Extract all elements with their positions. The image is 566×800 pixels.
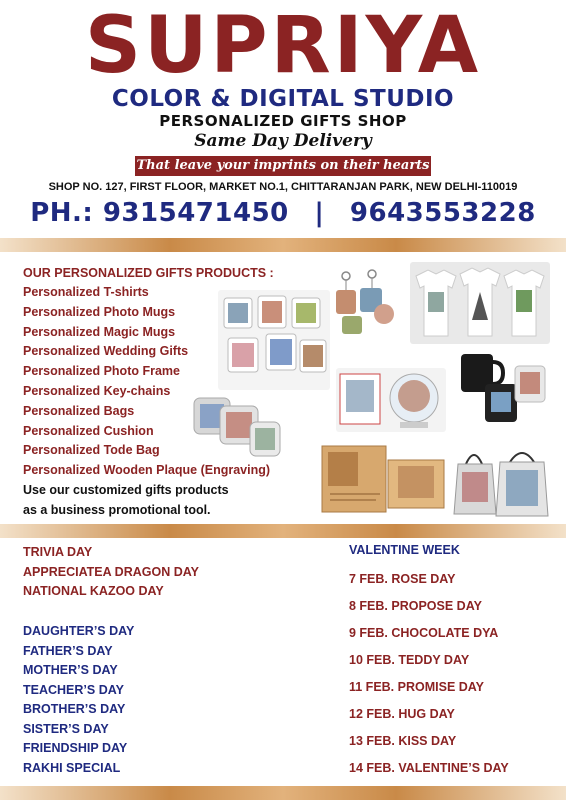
phone-number-1[interactable]: 9315471450 bbox=[102, 198, 289, 228]
bags-image bbox=[452, 440, 550, 520]
list-item: 7 FEB. ROSE DAY bbox=[349, 572, 456, 586]
special-days-list bbox=[23, 543, 199, 602]
promo-text bbox=[23, 481, 229, 521]
list-item: 10 FEB. TEDDY DAY bbox=[349, 653, 470, 667]
list-item: Personalized Cushion bbox=[23, 423, 154, 438]
list-item: 14 FEB. VALENTINE’S DAY bbox=[349, 761, 509, 775]
photo-frames-image bbox=[336, 368, 446, 432]
divider-band bbox=[0, 786, 566, 800]
list-item: 12 FEB. HUG DAY bbox=[349, 707, 455, 721]
phone-number-2[interactable]: 9643553228 bbox=[349, 198, 536, 228]
cushions-image bbox=[190, 392, 285, 462]
list-item: 8 FEB. PROPOSE DAY bbox=[349, 599, 482, 613]
list-item: Personalized Wedding Gifts bbox=[23, 344, 189, 359]
divider-band bbox=[0, 524, 566, 538]
valentine-week-heading: VALENTINE WEEK bbox=[349, 543, 460, 557]
list-item: Personalized Tode Bag bbox=[23, 443, 160, 458]
valentine-week-list bbox=[349, 570, 509, 786]
family-days-list bbox=[23, 622, 134, 778]
photo-mugs-image bbox=[218, 290, 330, 390]
list-item: FRIENDSHIP DAY bbox=[23, 741, 128, 755]
shop-type: PERSONALIZED GIFTS SHOP bbox=[159, 112, 407, 130]
list-item: Personalized Photo Mugs bbox=[23, 304, 176, 319]
list-item: Personalized Bags bbox=[23, 403, 135, 418]
studio-subtitle: COLOR & DIGITAL STUDIO bbox=[111, 86, 455, 112]
phone-line bbox=[0, 198, 566, 228]
list-item: Personalized T-shirts bbox=[23, 285, 149, 299]
wooden-plaque-image bbox=[318, 440, 450, 518]
list-item: SISTER’S DAY bbox=[23, 721, 109, 736]
promo-line: as a business promotional tool. bbox=[23, 502, 211, 517]
list-item: TRIVIA DAY bbox=[23, 545, 93, 559]
promo-line: Use our customized gifts products bbox=[23, 483, 229, 497]
list-item: BROTHER’S DAY bbox=[23, 702, 126, 716]
list-item: 11 FEB. PROMISE DAY bbox=[349, 680, 484, 694]
products-heading: OUR PERSONALIZED GIFTS PRODUCTS : bbox=[23, 266, 274, 280]
list-item: 9 FEB. CHOCOLATE DYA bbox=[349, 626, 499, 640]
list-item: Personalized Wooden Plaque (Engraving) bbox=[23, 463, 271, 478]
studio-name: SUPRIYA bbox=[84, 1, 482, 91]
list-item: MOTHER’S DAY bbox=[23, 663, 118, 677]
magic-mugs-image bbox=[455, 348, 550, 428]
keychains-image bbox=[332, 268, 400, 338]
phone-separator: | bbox=[314, 198, 325, 228]
list-item: Personalized Magic Mugs bbox=[23, 324, 176, 339]
list-item: RAKHI SPECIAL bbox=[23, 760, 121, 775]
list-item: Personalized Photo Frame bbox=[23, 364, 180, 379]
list-item: TEACHER’S DAY bbox=[23, 682, 124, 697]
list-item: DAUGHTER’S DAY bbox=[23, 624, 135, 638]
list-item: NATIONAL KAZOO DAY bbox=[23, 584, 164, 598]
phone-prefix: PH.: bbox=[30, 198, 94, 228]
delivery-note: Same Day Delivery bbox=[194, 131, 372, 151]
list-item: Personalized Key-chains bbox=[23, 383, 171, 398]
divider-band bbox=[0, 238, 566, 252]
shop-address: SHOP NO. 127, FIRST FLOOR, MARKET NO.1, CHITTARANJAN PARK, NEW DELHI-110019 bbox=[48, 181, 518, 193]
list-item: APPRECIATEA DRAGON DAY bbox=[23, 564, 199, 579]
list-item: 13 FEB. KISS DAY bbox=[349, 734, 457, 748]
tshirts-image bbox=[410, 262, 550, 344]
tagline: That leave your imprints on their hearts bbox=[136, 158, 430, 173]
list-item: FATHER’S DAY bbox=[23, 643, 113, 658]
